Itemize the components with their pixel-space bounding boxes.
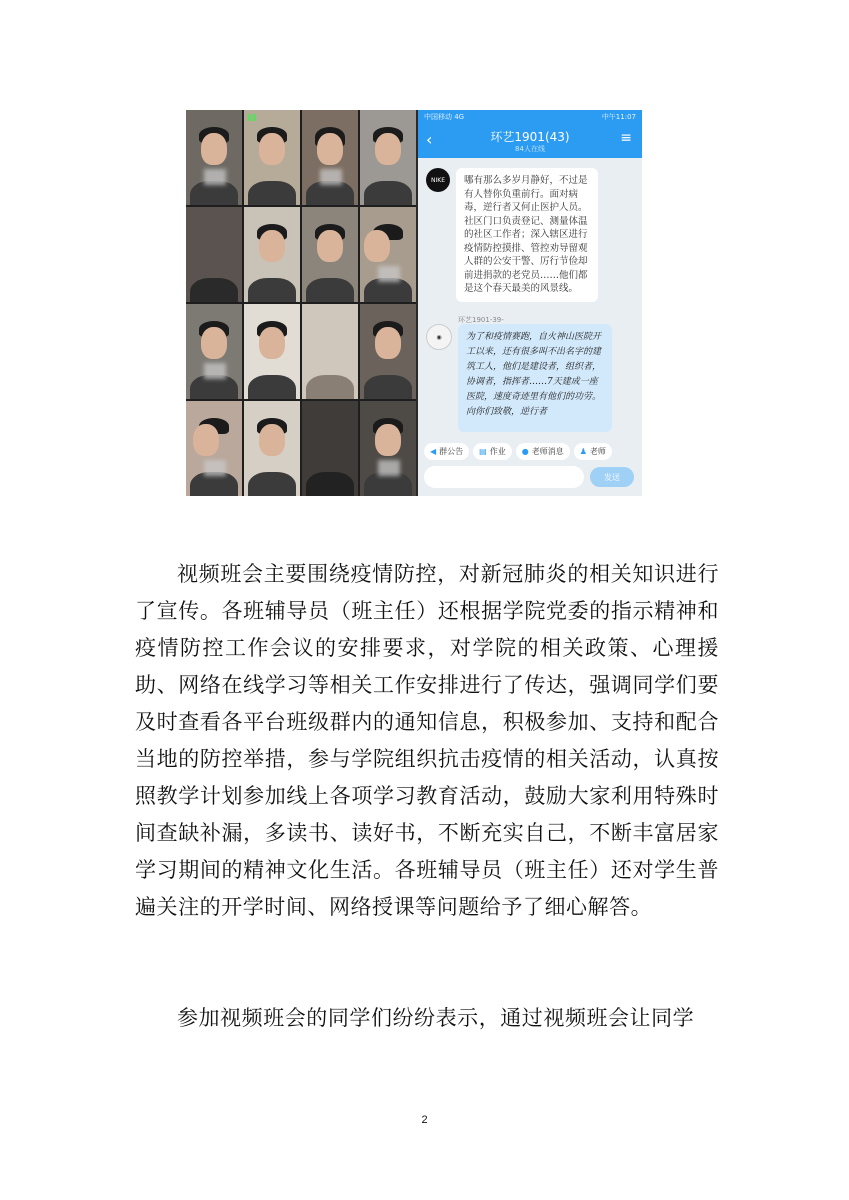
back-icon[interactable]: ‹ xyxy=(426,130,433,149)
teacher-button[interactable]: ♟ 老师 xyxy=(574,443,612,460)
document-icon: ▤ xyxy=(479,446,487,456)
message-bubble: 哪有那么多岁月静好，不过是有人替你负重前行。面对病毒，逆行者又何止医护人员。社区门口负责登记、测量体温的社区工作者；深入辖区进行疫情防控摸排、管控劝导留观人群的公安干警、厉行节俭却前进捐款的老党员……他们都是这个春天最美的风景线。 xyxy=(456,168,598,302)
video-tile xyxy=(244,207,300,302)
video-tile xyxy=(186,207,242,302)
video-tile xyxy=(302,207,358,302)
video-tile xyxy=(360,304,416,399)
people-icon: ♟ xyxy=(579,446,587,456)
clock-label: 中午11:07 xyxy=(601,113,636,121)
video-tile xyxy=(186,110,242,205)
video-tile xyxy=(186,304,242,399)
chat-header xyxy=(418,124,642,158)
message-bubble: 为了和疫情赛跑，自火神山医院开工以来，还有很多叫不出名字的建筑工人，他们是建设者，组织者，协调者，指挥者……7天建成一座医院，速度奇迹里有他们的功劳。向你们致敬，逆行者 xyxy=(458,324,612,432)
group-notice-button[interactable]: ◀ 群公告 xyxy=(424,443,469,460)
body-paragraph: 视频班会主要围绕疫情防控，对新冠肺炎的相关知识进行了宣传。各班辅导员（班主任）还根据学院党委的指示精神和疫情防控工作会议的安排要求，对学院的相关政策、心理援助、网络在线学习等相关工作安排进行了传达，强调同学们要及时查看各平台班级群内的通知信息，积极参加、支持和配合当地的防控举措，参与学院组织抗击疫情的相关活动，认真按照教学计划参加线上各项学习教育活动，鼓励大家利用特殊时间查缺补漏，多读书、读好书，不断充实自己，不断丰富居家学习期间的精神文化生活。各班辅导员（班主任）还对学生普遍关注的开学时间、网络授课等问题给予了细心解答。 xyxy=(135,562,719,919)
send-button[interactable]: 发送 xyxy=(590,467,634,487)
avatar[interactable]: NIKE xyxy=(426,168,450,192)
video-tile xyxy=(302,110,358,205)
video-tile xyxy=(302,304,358,399)
chat-message xyxy=(426,324,612,432)
video-call-grid xyxy=(186,110,416,496)
video-tile xyxy=(360,401,416,496)
status-bar xyxy=(418,110,642,124)
carrier-label: 中国移动 4G xyxy=(424,113,465,121)
video-tile xyxy=(244,304,300,399)
group-chat-panel xyxy=(418,110,642,496)
video-tile xyxy=(244,110,300,205)
chat-title: 环艺1901(43) xyxy=(490,130,570,144)
video-tile xyxy=(360,110,416,205)
menu-icon[interactable]: ≡ xyxy=(620,130,632,146)
message-icon: ● xyxy=(521,446,529,456)
video-tile xyxy=(360,207,416,302)
message-sender: 环艺1901-39- xyxy=(458,316,504,324)
signal-icon: ▮▮ xyxy=(247,113,257,123)
chat-toolbar xyxy=(418,440,642,462)
body-paragraph: 参加视频班会的同学们纷纷表示，通过视频班会让同学 xyxy=(177,1006,695,1030)
avatar[interactable]: ◉ xyxy=(426,324,452,350)
online-count: 84人在线 xyxy=(515,145,545,153)
page-number: 2 xyxy=(421,1114,428,1126)
megaphone-icon: ◀ xyxy=(430,446,437,456)
video-tile xyxy=(186,401,242,496)
video-tile xyxy=(244,401,300,496)
homework-button[interactable]: ▤ 作业 xyxy=(473,443,512,460)
video-tile xyxy=(302,401,358,496)
screenshot-figure xyxy=(186,110,642,496)
chat-message xyxy=(426,168,598,302)
teacher-message-button[interactable]: ● 老师消息 xyxy=(516,443,570,460)
message-input[interactable] xyxy=(424,466,584,488)
